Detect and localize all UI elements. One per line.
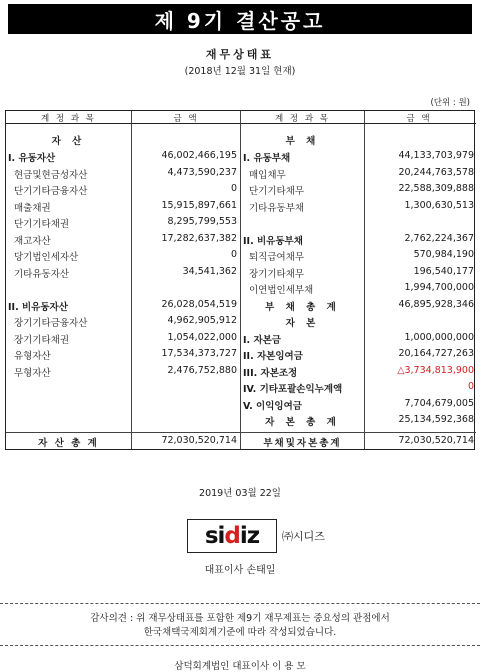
table-row bbox=[241, 412, 476, 429]
row-label: V. 이익잉여금 bbox=[243, 400, 302, 412]
row-label: 재고자산 bbox=[14, 235, 51, 247]
row-value: 4,962,905,912 bbox=[167, 315, 237, 326]
row-value: △3,734,813,900 bbox=[397, 364, 474, 376]
liabilities-equity-total-label: 부채및자본총계 bbox=[263, 438, 342, 449]
table-header bbox=[241, 111, 476, 124]
assets-total-value: 72,030,520,714 bbox=[161, 435, 237, 446]
table-row bbox=[241, 231, 476, 248]
row-value: 0 bbox=[230, 183, 237, 194]
row-label: IV. 기타포괄손익누계액 bbox=[243, 384, 343, 395]
table-row bbox=[6, 165, 240, 182]
table-row bbox=[6, 214, 240, 231]
table-row bbox=[6, 297, 240, 314]
row-value: 2,476,752,880 bbox=[167, 364, 237, 376]
row-value: 34,541,362 bbox=[182, 265, 237, 277]
row-label: 유형자산 bbox=[14, 351, 51, 362]
audit-line-2: 한국채택국제회계기준에 따라 작성되었습니다. bbox=[143, 627, 337, 638]
table-row bbox=[6, 264, 240, 281]
row-label: II. 자본잉여금 bbox=[243, 351, 303, 362]
top-divider bbox=[0, 603, 480, 604]
row-label: 기타유동자산 bbox=[14, 268, 70, 280]
table-row bbox=[6, 247, 240, 264]
liabilities-equity-total-value: 72,030,520,714 bbox=[398, 435, 474, 446]
table-row bbox=[6, 198, 240, 215]
assets-column bbox=[6, 111, 241, 449]
row-value: 20,244,763,578 bbox=[398, 166, 474, 178]
header-amount: 금 액 bbox=[406, 114, 432, 124]
table-row bbox=[241, 313, 476, 330]
row-value: 17,282,637,382 bbox=[161, 232, 237, 244]
row-label: 단기기타채무 bbox=[249, 186, 305, 197]
row-value: 25,134,592,368 bbox=[398, 414, 474, 425]
liabilities-equity-total-row bbox=[241, 432, 476, 449]
table-row bbox=[241, 379, 476, 396]
assets-total-row bbox=[6, 432, 240, 449]
row-value: 0 bbox=[230, 249, 237, 260]
table-row bbox=[241, 165, 476, 182]
audit-line-1: 감사의견 : 위 재무상태표를 포함한 제9기 재무제표는 중요성의 관점에서 bbox=[90, 613, 390, 624]
row-label: 이연법인세부채 bbox=[249, 285, 314, 296]
row-label: II. 비유동부채 bbox=[243, 235, 303, 247]
row-label: 단기기타금융자산 bbox=[14, 186, 88, 197]
section-title-text: 부 채 bbox=[285, 136, 320, 147]
header-amount: 금 액 bbox=[173, 114, 199, 124]
row-label: 무형자산 bbox=[14, 367, 51, 379]
audit-opinion bbox=[0, 612, 480, 640]
header-account: 계 정 과 목 bbox=[275, 114, 330, 124]
row-label: 자 본 bbox=[285, 318, 320, 329]
table-row bbox=[6, 313, 240, 330]
row-value: 1,054,022,000 bbox=[167, 331, 237, 343]
signature-date: 2019년 03월 22일 bbox=[199, 488, 281, 499]
logo-wordmark: sidiz bbox=[204, 523, 260, 549]
company-logo bbox=[187, 519, 277, 553]
table-row bbox=[241, 280, 476, 297]
table-row bbox=[241, 247, 476, 264]
document-date: (2018년 12월 31일 현재) bbox=[184, 66, 296, 77]
table-row bbox=[241, 346, 476, 363]
table-row bbox=[6, 181, 240, 198]
row-value: 1,994,700,000 bbox=[404, 282, 474, 293]
table-header bbox=[6, 111, 240, 124]
row-value: 46,895,928,346 bbox=[398, 298, 474, 310]
row-label: 장기기타채권 bbox=[14, 334, 70, 346]
table-row bbox=[6, 280, 240, 297]
row-label: III. 자본조정 bbox=[243, 367, 298, 379]
table-row bbox=[241, 363, 476, 380]
table-row bbox=[241, 297, 476, 314]
table-row bbox=[241, 330, 476, 347]
row-label: 장기기타채무 bbox=[249, 268, 305, 280]
row-value: 15,915,897,661 bbox=[161, 199, 237, 211]
row-value: 46,002,466,195 bbox=[161, 150, 237, 161]
table-row bbox=[241, 264, 476, 281]
row-value: 0 bbox=[467, 381, 474, 392]
bottom-divider bbox=[0, 645, 480, 646]
row-label: 장기기타금융자산 bbox=[14, 318, 88, 329]
table-row bbox=[241, 214, 476, 231]
table-row bbox=[241, 148, 476, 165]
row-value: 8,295,799,553 bbox=[167, 216, 237, 227]
row-label: 자 본 총 계 bbox=[265, 417, 340, 428]
row-label: 매출채권 bbox=[14, 202, 51, 214]
table-row bbox=[241, 396, 476, 413]
liabilities-equity-column bbox=[241, 111, 476, 449]
balance-sheet-table bbox=[5, 110, 475, 450]
row-label: I. 유동부채 bbox=[243, 153, 291, 164]
row-label: 당기법인세자산 bbox=[14, 252, 79, 263]
table-row bbox=[6, 346, 240, 363]
table-row bbox=[6, 363, 240, 380]
row-label: I. 유동자산 bbox=[8, 153, 56, 164]
row-label: 퇴직급여채무 bbox=[249, 252, 305, 263]
row-value: 20,164,727,263 bbox=[398, 348, 474, 359]
row-value: 4,473,590,237 bbox=[167, 166, 237, 178]
document-title: 재무상태표 bbox=[205, 48, 275, 61]
row-value: 44,133,703,979 bbox=[398, 150, 474, 161]
row-value: 17,534,373,727 bbox=[161, 348, 237, 359]
table-row bbox=[6, 148, 240, 165]
row-label: II. 비유동자산 bbox=[8, 301, 68, 313]
page-title-bar bbox=[8, 4, 472, 34]
row-label: 매입채무 bbox=[249, 169, 286, 181]
row-label: 현금및현금성자산 bbox=[14, 169, 88, 181]
assets-section-title bbox=[6, 131, 240, 148]
row-value: 7,704,679,005 bbox=[404, 397, 474, 409]
row-value: 196,540,177 bbox=[413, 265, 474, 277]
auditor-name: 삼덕회계법인 대표이사 이 용 모 bbox=[174, 661, 306, 672]
row-value: 26,028,054,519 bbox=[161, 298, 237, 310]
section-title-text: 자 산 bbox=[51, 136, 86, 147]
liabilities-section-title bbox=[241, 131, 476, 148]
ceo-name: 대표이사 손태일 bbox=[204, 565, 276, 576]
row-value: 1,300,630,513 bbox=[404, 199, 474, 211]
table-row bbox=[6, 231, 240, 248]
row-value: 1,000,000,000 bbox=[404, 331, 474, 343]
company-name: ㈜시디즈 bbox=[282, 530, 325, 543]
assets-total-label: 자 산 총 계 bbox=[38, 438, 99, 449]
table-row bbox=[241, 181, 476, 198]
row-value: 570,984,190 bbox=[413, 249, 474, 260]
table-row bbox=[6, 330, 240, 347]
row-label: I. 자본금 bbox=[243, 334, 281, 346]
row-value: 2,762,224,367 bbox=[404, 232, 474, 244]
header-account: 계 정 과 목 bbox=[41, 114, 96, 124]
unit-label: (단위 : 원) bbox=[430, 98, 470, 108]
row-label: 기타유동부채 bbox=[249, 202, 305, 214]
row-label: 단기기타채권 bbox=[14, 219, 70, 230]
row-value: 22,588,309,888 bbox=[398, 183, 474, 194]
table-row bbox=[241, 198, 476, 215]
row-label: 부 채 총 계 bbox=[265, 301, 340, 313]
page-title: 제 9기 결산공고 bbox=[154, 8, 326, 33]
